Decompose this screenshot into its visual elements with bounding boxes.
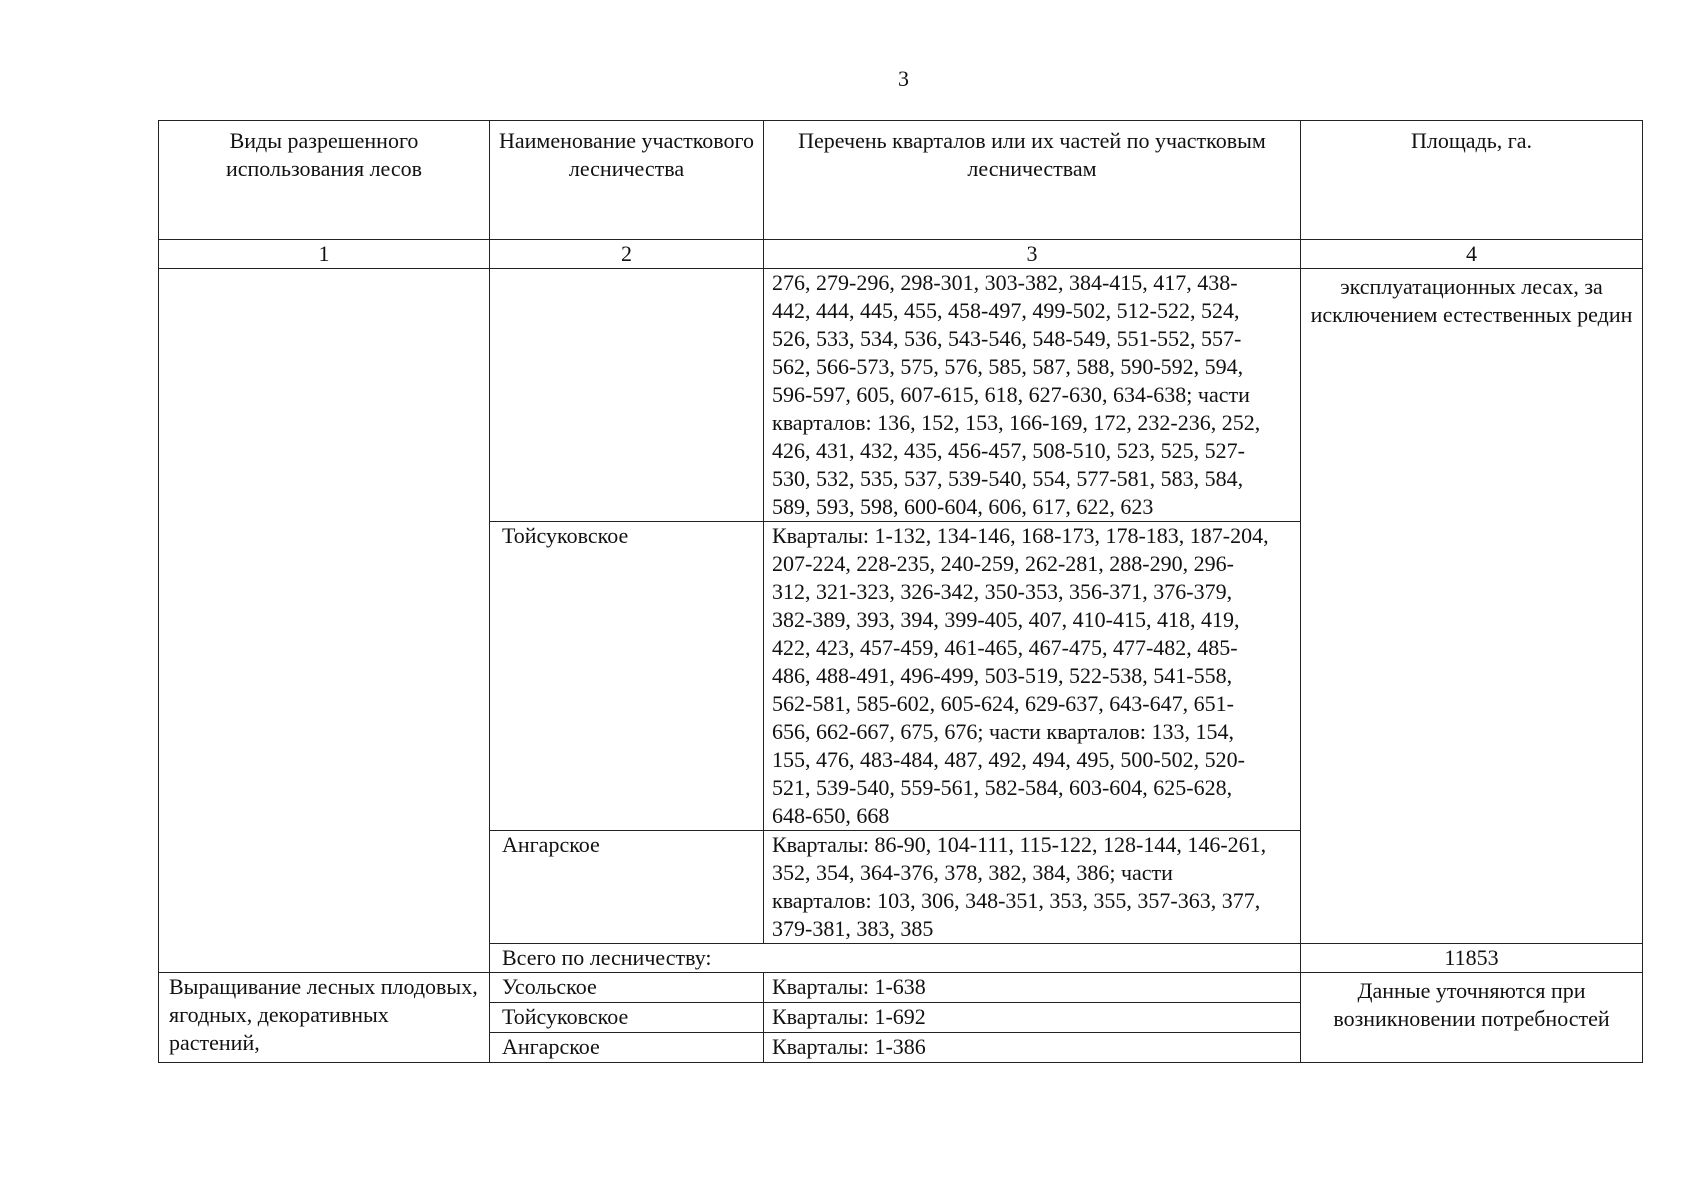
header-quarters: Перечень кварталов или их частей по участковым лесничествам [764,121,1301,240]
column-number: 2 [490,240,764,269]
area-cell: Данные уточняются при возникновении потребностей [1301,973,1643,1063]
quarters-cell: 276, 279-296, 298-301, 303-382, 384-415, 417, 438-442, 444, 445, 455, 458-497, 499-502, 512-522, 524, 526, 533, 534, 536, 543-546, 548-549, 551-552, 557-562, 566-573, 575, 576, 585, 587, 588, 590-592, 594, 596-597, 605, 607-615, 618, 627-630, 634-638; части кварталов: 136, 152, 153, 166-169, 172, 232-236, 252, 426, 431, 432, 435, 456-457, 508-510, 523, 525, 527-530, 532, 535, 537, 539-540, 554, 577-581, 583, 584, 589, 593, 598, 600-604, 606, 617, 622, 623 [764,269,1301,522]
forestry-cell [490,269,764,522]
column-number: 1 [159,240,490,269]
total-value: 11853 [1301,944,1643,973]
table-row [159,973,1643,1003]
forestry-cell: Усольское [490,973,764,1003]
column-number: 4 [1301,240,1643,269]
table-row [159,269,1643,522]
column-number: 3 [764,240,1301,269]
header-area: Площадь, га. [1301,121,1643,240]
quarters-cell: Кварталы: 1-638 [764,973,1301,1003]
total-label: Всего по лесничеству: [490,944,1301,973]
page-number: 3 [898,66,909,91]
forestry-cell: Ангарское [490,831,764,944]
header-forestry: Наименование участкового лесничества [490,121,764,240]
forestry-cell: Тойсуковское [490,522,764,831]
column-number-row [159,240,1643,269]
forest-use-table [158,120,1643,1063]
use-type-cell [159,269,490,973]
forestry-cell: Ангарское [490,1033,764,1063]
header-use-type: Виды разрешенного использования лесов [159,121,490,240]
quarters-cell: Кварталы: 1-132, 134-146, 168-173, 178-183, 187-204, 207-224, 228-235, 240-259, 262-281, 288-290, 296-312, 321-323, 326-342, 350-353, 356-371, 376-379, 382-389, 393, 394, 399-405, 407, 410-415, 418, 419, 422, 423, 457-459, 461-465, 467-475, 477-482, 485-486, 488-491, 496-499, 503-519, 522-538, 541-558, 562-581, 585-602, 605-624, 629-637, 643-647, 651-656, 662-667, 675, 676; части кварталов: 133, 154, 155, 476, 483-484, 487, 492, 494, 495, 500-502, 520-521, 539-540, 559-561, 582-584, 603-604, 625-628, 648-650, 668 [764,522,1301,831]
quarters-cell: Кварталы: 86-90, 104-111, 115-122, 128-144, 146-261, 352, 354, 364-376, 378, 382, 384, 386; части кварталов: 103, 306, 348-351, 353, 355, 357-363, 377, 379-381, 383, 385 [764,831,1301,944]
forestry-cell: Тойсуковское [490,1003,764,1033]
header-row [159,121,1643,240]
quarters-cell: Кварталы: 1-386 [764,1033,1301,1063]
use-type-cell: Выращивание лесных плодовых, ягодных, декоративных растений, [159,973,490,1063]
area-cell: эксплуатационных лесах, за исключением естественных редин [1301,269,1643,944]
quarters-cell: Кварталы: 1-692 [764,1003,1301,1033]
